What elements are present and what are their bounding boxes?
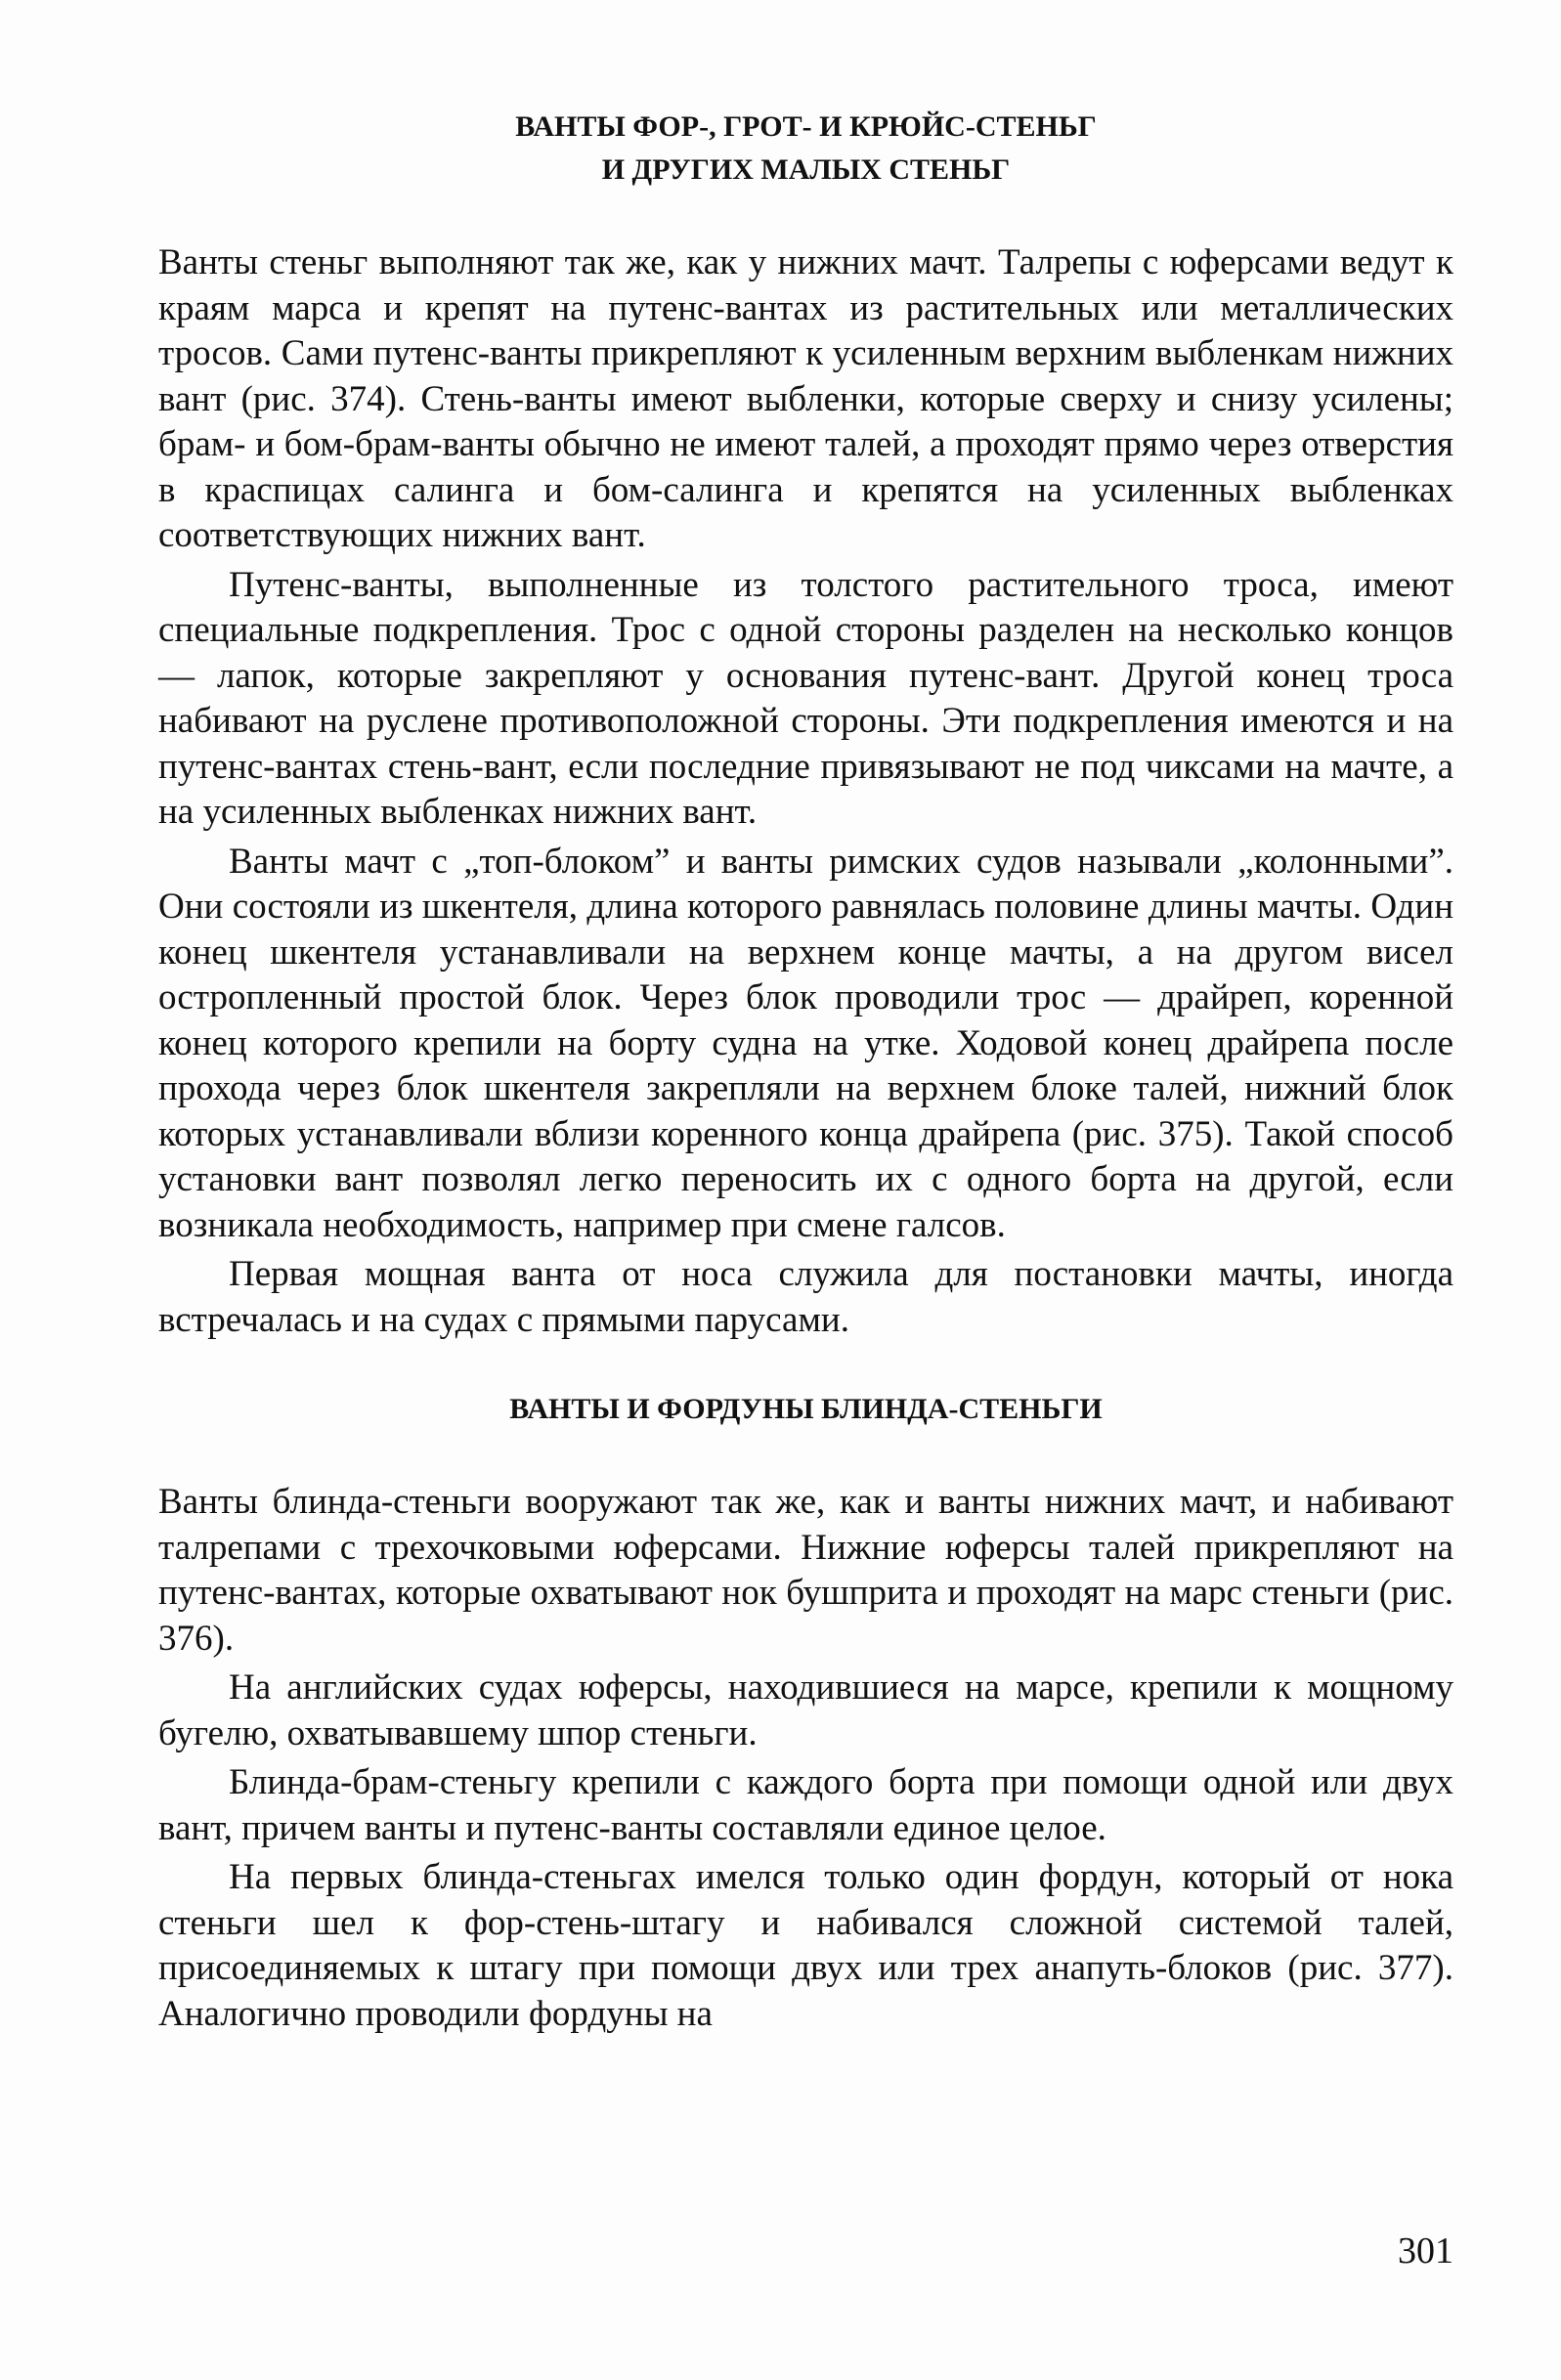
section-shrouds-topmasts xyxy=(158,106,1453,1343)
paragraph: Блинда-брам-стеньгу крепили с каждого борта при помощи одной или двух вант, причем ванты и путенс-ванты составляли единое целое. xyxy=(158,1762,1453,1848)
paragraph: Ванты блинда-стеньги вооружают так же, как и ванты нижних мачт, и набивают талрепами с трехочковыми юферсами. Нижние юферсы талей прикрепляют на путенс-вантах, которые охватывают нок бушприта и проходят на марс стеньги (рис. 376). xyxy=(158,1482,1453,1659)
paragraph: Ванты стеньг выполняют так же, как у нижних мачт. Талрепы с юферсами ведут к краям марса и крепят на путенс-вантах из растительных или металлических тросов. Сами путенс-ванты прикрепляют к усиленным верхним выбленкам нижних вант (рис. 374). Стень-ванты имеют выбленки, которые сверху и снизу усилены; брам- и бом-брам-ванты обычно не имеют талей, а проходят прямо через отверстия в краспицах салинга и бом-салинга и крепятся на усиленных выбленках соответствующих нижних вант. xyxy=(158,242,1453,555)
paragraph: На первых блинда-стеньгах имелся только один фордун, который от нока стеньги шел к фор-стень-штагу и набивался сложной системой талей, присоединяемых к штагу при помощи двух или трех анапуть-блоков (рис. 377). Аналогично проводили фордуны на xyxy=(158,1857,1453,2034)
section-blinda-topmast xyxy=(158,1388,1453,2037)
paragraph: Первая мощная ванта от носа служила для постановки мачты, иногда встречалась и на судах с прямыми парусами. xyxy=(158,1254,1453,1340)
section-heading-line-2: И ДРУГИХ МАЛЫХ СТЕНЬГ xyxy=(601,153,1011,186)
paragraph: Путенс-ванты, выполненные из толстого растительного троса, имеют специальные подкрепления. Трос с одной стороны разделен на несколько концов — лапок, которые закрепляют у основания путенс-вант. Другой конец троса набивают на руслене противоположной стороны. Эти подкрепления имеются и на путенс-вантах стень-вант, если последние привязывают не под чиксами на мачте, а на усиленных выбленках нижних вант. xyxy=(158,564,1453,832)
section-heading: ВАНТЫ И ФОРДУНЫ БЛИНДА-СТЕНЬГИ xyxy=(509,1393,1103,1425)
page-content xyxy=(158,106,1453,2037)
section-heading-line-1: ВАНТЫ ФОР-, ГРОТ- И КРЮЙС-СТЕНЬГ xyxy=(515,110,1097,143)
page-number: 301 xyxy=(1398,2230,1453,2272)
paragraph: На английских судах юферсы, находившиеся на марсе, крепили к мощному бугелю, охватывавшему шпор стеньги. xyxy=(158,1667,1453,1753)
paragraph: Ванты мачт с „топ-блоком” и ванты римских судов называли „колонными”. Они состояли из шкентеля, длина которого равнялась половине длины мачты. Один конец шкентеля устанавливали на верхнем конце мачты, а на другом висел остропленный простой блок. Через блок проводили трос — драйреп, коренной конец которого крепили на борту судна на утке. Ходовой конец драйрепа после прохода через блок шкентеля закрепляли на верхнем блоке талей, нижний блок которых устанавливали вблизи коренного конца драйрепа (рис. 375). Такой способ установки вант позволял легко переносить их с одного борта на другой, если возникала необходимость, например при смене галсов. xyxy=(158,841,1453,1245)
